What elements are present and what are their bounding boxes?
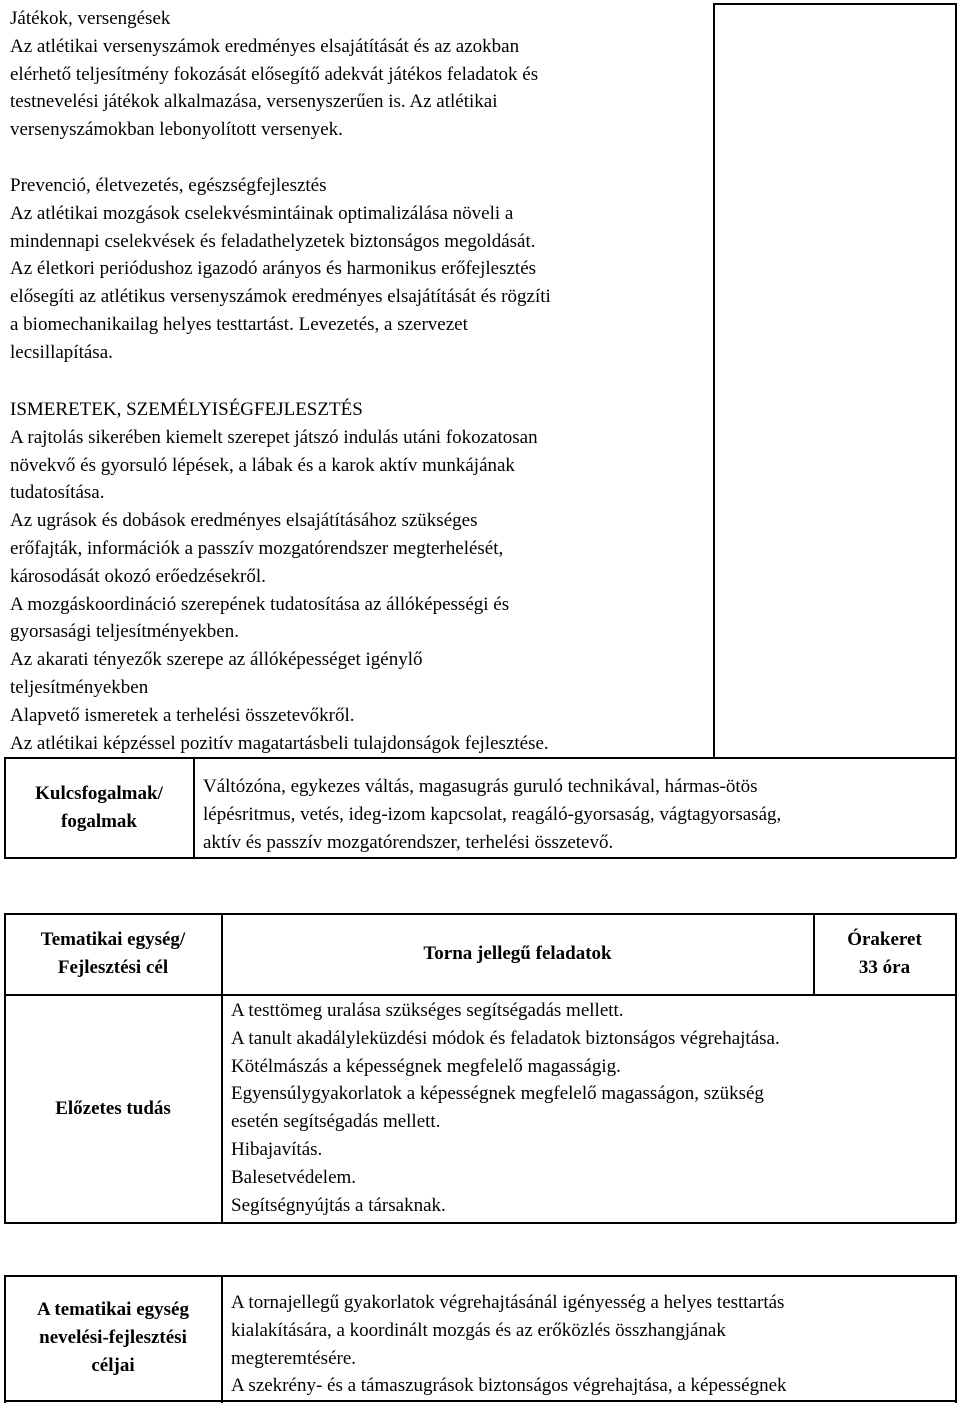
text-line: Egyensúlygyakorlatok a képességnek megfelelő magasságon, szükség: [231, 1083, 764, 1105]
jatekok-heading: Játékok, versengések: [10, 8, 171, 29]
table-border: [955, 1275, 957, 1403]
text-line: Segítségnyújtás a társaknak.: [231, 1194, 446, 1216]
tematikai-egyseg-label: [5, 914, 221, 994]
text-line: teljesítményekben: [10, 676, 149, 698]
label-line: Tematikai egység/: [40, 929, 186, 951]
text-line: elősegíti az atlétikus versenyszámok eredményes elsajátítását és rögzíti: [10, 286, 551, 308]
text-line: A rajtolás sikerében kiemelt szerepet játszó indulás utáni fokozatosan: [10, 426, 538, 448]
text-line: Az atlétikai mozgások cselekvésmintáinak optimalizálása növeli a: [10, 202, 514, 224]
celjai-text: [231, 1289, 787, 1400]
prevencio-heading: Prevenció, életvezetés, egészségfejlesztés: [10, 175, 327, 196]
kulcsfogalmak-text: [203, 773, 781, 856]
table-border: [955, 757, 957, 858]
elozetes-tudas-label: [5, 995, 221, 1222]
text-line: lecsillapítása.: [10, 341, 113, 363]
text-line: A tornajellegű gyakorlatok végrehajtásánál igényesség a helyes testtartás: [231, 1292, 785, 1313]
celjai-label: [5, 1276, 221, 1400]
table-border: [221, 1275, 223, 1403]
text-line: erőfajták, információk a passzív mozgatórendszer megterhelését,: [10, 537, 504, 559]
orakeret-value: 33 óra: [858, 957, 911, 978]
table-border: [193, 757, 195, 858]
text-line: Hibajavítás.: [231, 1138, 323, 1160]
text-line: mindennapi cselekvések és feladathelyzetek biztonságos megoldását.: [10, 230, 536, 252]
orakeret-cell: [814, 914, 955, 994]
text-line: megteremtésére.: [231, 1347, 357, 1369]
text-line: aktív és passzív mozgatórendszer, terhelési összetevő.: [203, 831, 614, 853]
label-line: nevelési-fejlesztési: [39, 1327, 187, 1349]
text-line: A szekrény- és a támaszugrások biztonságos végrehajtása, a képességnek: [231, 1375, 787, 1397]
label-line: fogalmak: [61, 810, 137, 832]
ismeretek-heading: ISMERETEK, SZEMÉLYISÉGFEJLESZTÉS: [10, 399, 363, 420]
label-line: céljai: [91, 1354, 135, 1376]
table-border: [4, 857, 956, 859]
text-line: Az akarati tényezők szerepe az állóképességet igénylő: [10, 649, 423, 671]
label-line: Előzetes tudás: [55, 1097, 171, 1119]
text-line: növekvő és gyorsuló lépések, a lábak és a karok aktív munkájának: [10, 454, 515, 476]
text-line: esetén segítségadás mellett.: [231, 1111, 441, 1133]
ismeretek-block: [10, 396, 549, 757]
table-border: [4, 1222, 956, 1224]
text-line: A mozgáskoordináció szerepének tudatosítása az állóképességi és: [10, 593, 510, 615]
prevencio-block: [10, 172, 551, 367]
text-line: tudatosítása.: [10, 482, 105, 504]
jatekok-block: [10, 5, 538, 144]
table-border: [713, 3, 956, 5]
text-line: károsodását okozó erőedzésekről.: [10, 565, 266, 587]
text-line: Alapvető ismeretek a terhelési összetevőkről.: [10, 704, 355, 726]
table-border: [955, 913, 957, 1223]
text-line: Az életkori periódushoz igazodó arányos és harmonikus erőfejlesztés: [10, 258, 537, 280]
text-line: A testtömeg uralása szükséges segítségadás mellett.: [231, 1000, 624, 1021]
label-line: Fejlesztési cél: [57, 957, 169, 978]
text-line: Az ugrások és dobások eredményes elsajátításához szükséges: [10, 510, 478, 532]
text-line: versenyszámokban lebonyolított versenyek.: [10, 119, 343, 141]
label-line: A tematikai egység: [37, 1299, 189, 1321]
text-line: lépésritmus, vetés, ideg-izom kapcsolat, reagáló-gyorsaság, vágtagyorsaság,: [203, 803, 782, 825]
text-line: testnevelési játékok alkalmazása, versenyszerűen is. Az atlétikai: [10, 91, 498, 113]
title-text: Torna jellegű feladatok: [423, 943, 612, 965]
text-line: A tanult akadályleküzdési módok és feladatok biztonságos végrehajtása.: [231, 1027, 780, 1049]
text-line: Az atlétikai képzéssel pozitív magatartásbeli tulajdonságok fejlesztése.: [10, 732, 549, 754]
table-border: [4, 1400, 956, 1402]
text-line: a biomechanikailag helyes testtartást. Levezetés, a szervezet: [10, 313, 468, 335]
label-line: Kulcsfogalmak/: [35, 782, 163, 804]
text-line: Balesetvédelem.: [231, 1166, 357, 1188]
text-line: kialakítására, a koordinált mozgás és az erőközlés összhangjának: [231, 1319, 726, 1341]
orakeret-label: Órakeret: [847, 929, 922, 951]
table-border: [713, 3, 715, 758]
text-line: elérhető teljesítmény fokozását elősegítő adekvát játékos feladatok és: [10, 63, 539, 85]
text-line: Váltózóna, egykezes váltás, magasugrás guruló technikával, hármas-ötös: [203, 776, 758, 797]
text-line: Az atlétikai versenyszámok eredményes elsajátítását és az azokban: [10, 35, 520, 57]
elozetes-tudas-text: [231, 997, 780, 1219]
table-border: [955, 3, 957, 758]
section-title: [222, 914, 813, 994]
text-line: gyorsasági teljesítményekben.: [10, 621, 239, 643]
kulcsfogalmak-label: [5, 758, 193, 857]
text-line: Kötélmászás a képességnek megfelelő magasságig.: [231, 1055, 621, 1077]
